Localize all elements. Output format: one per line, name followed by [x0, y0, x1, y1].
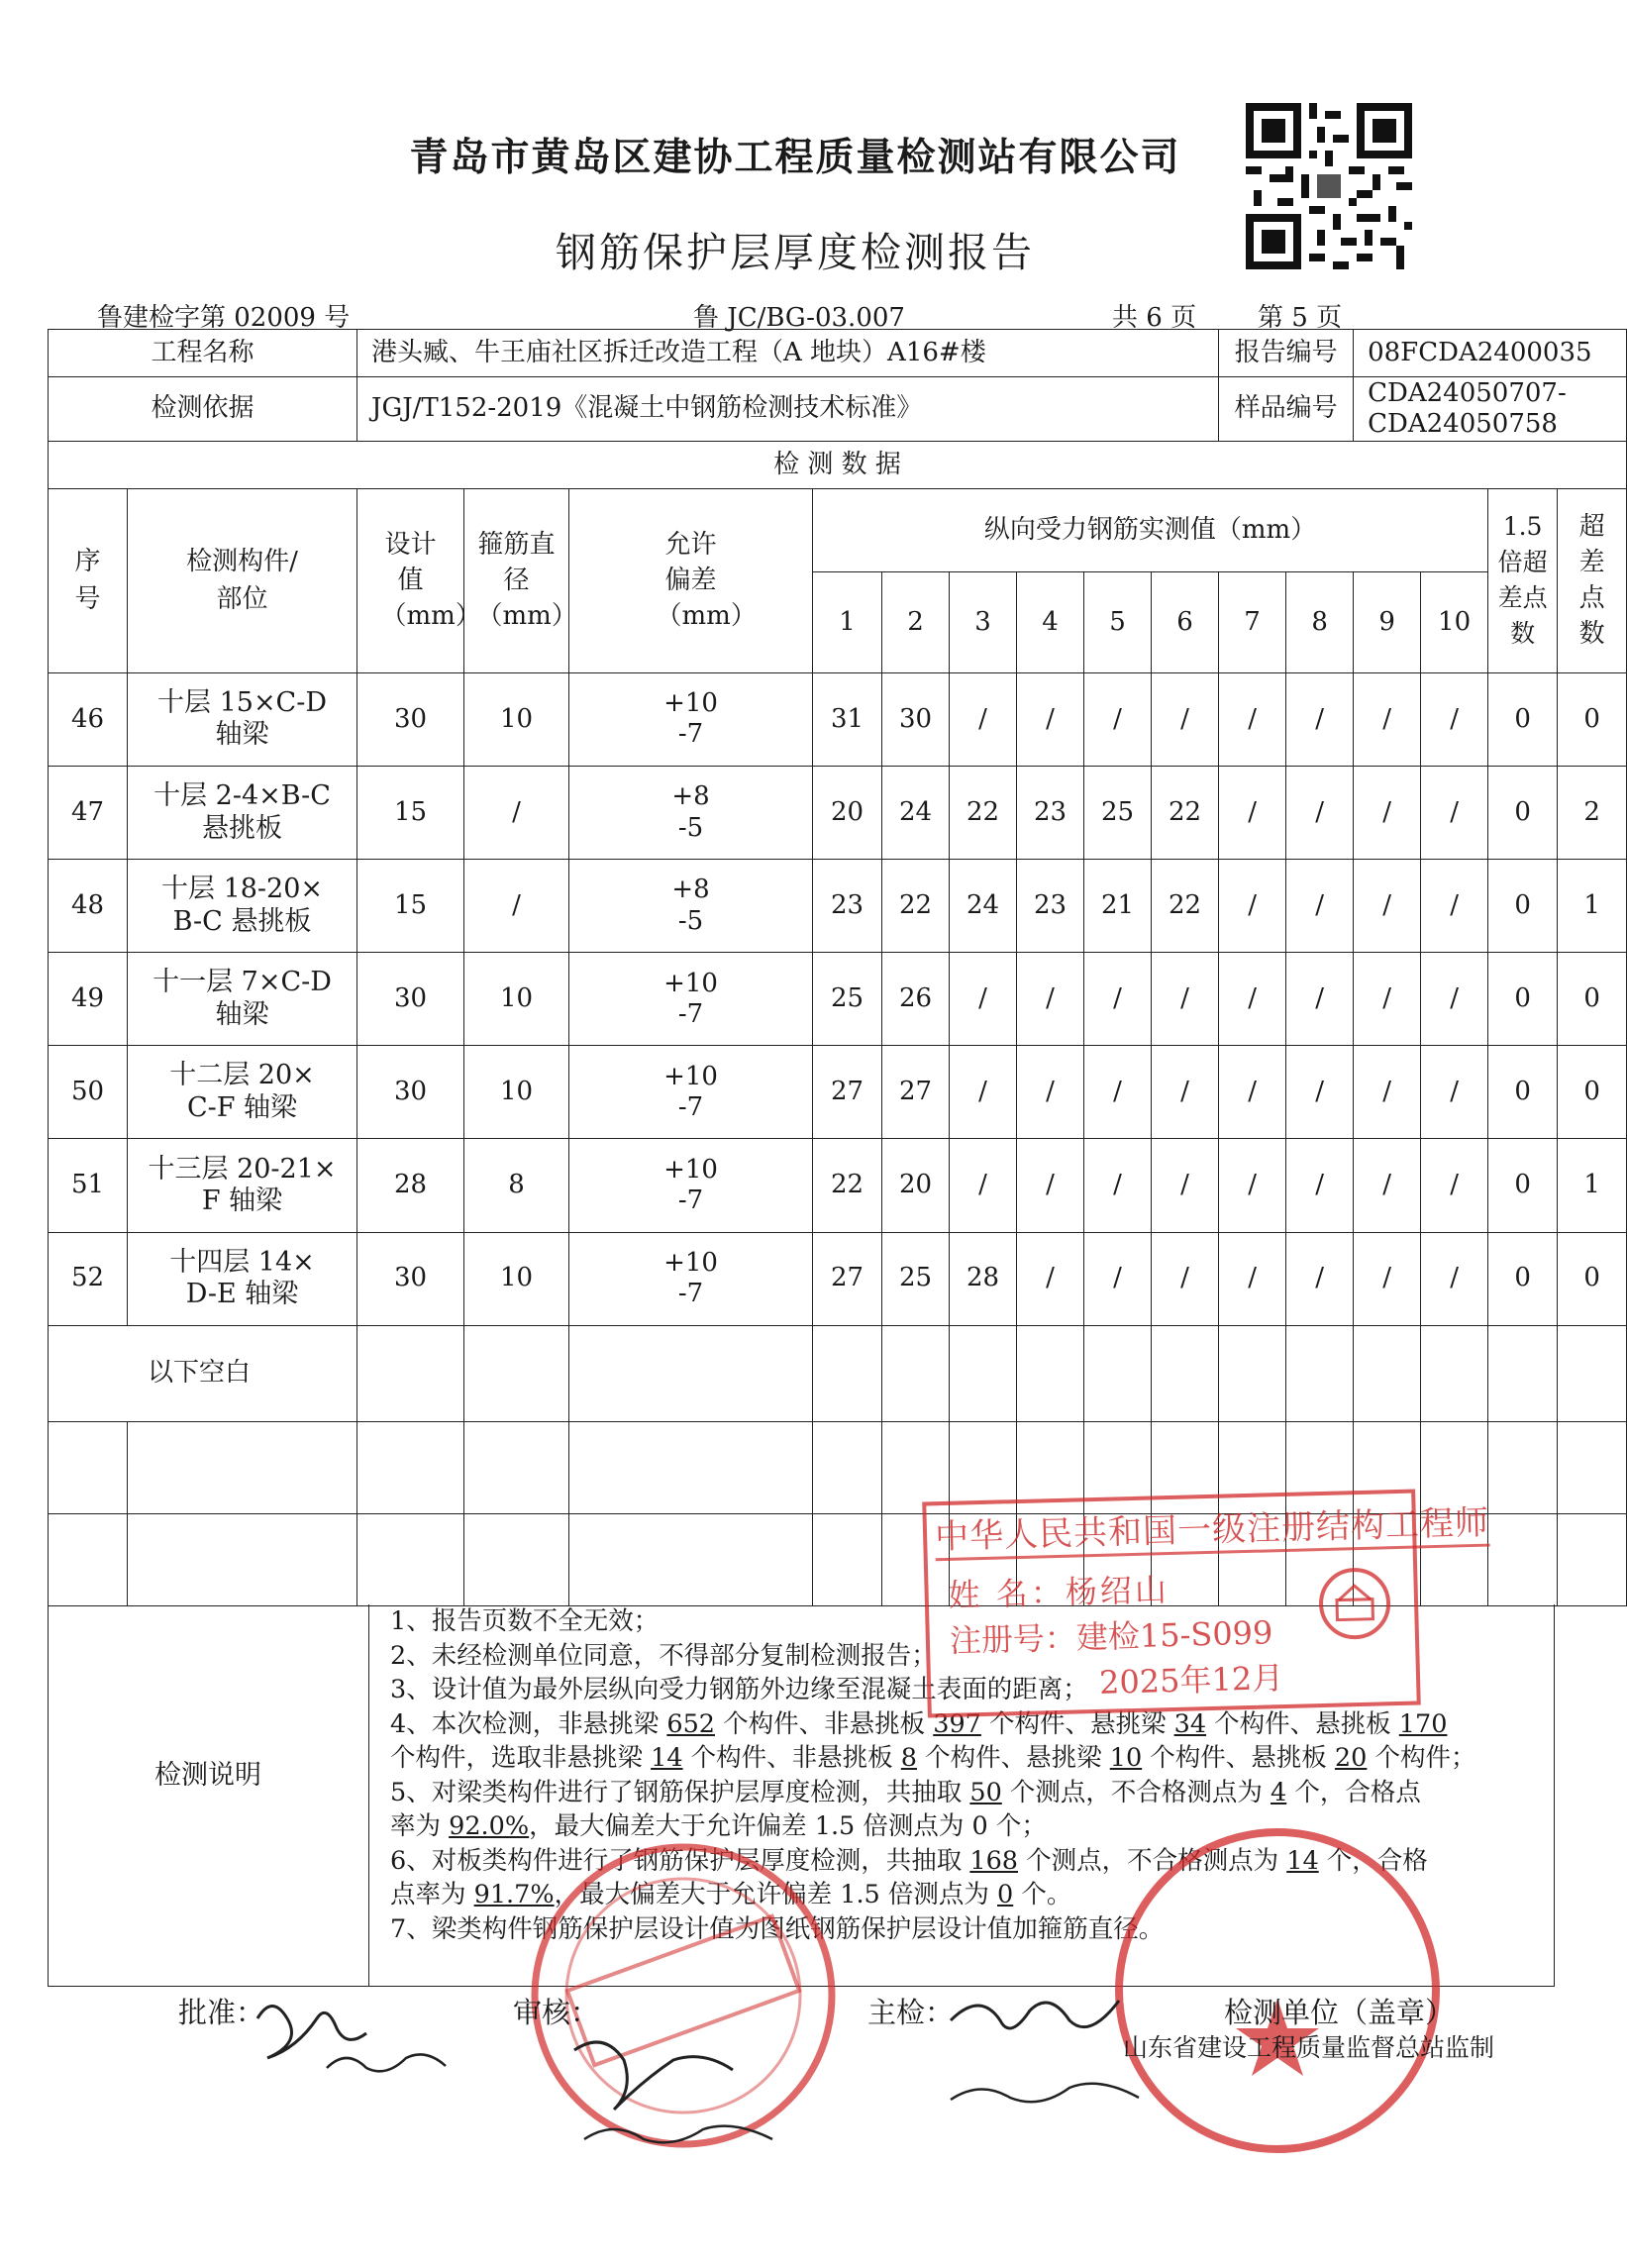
row-seq: 48	[49, 860, 128, 953]
data-table	[48, 329, 1627, 1606]
note-3: 3、设计值为最外层纵向受力钢筋外边缘至混凝土表面的距离；	[390, 1675, 1088, 1704]
tol-minus: -7	[677, 998, 704, 1029]
row-tolerance	[569, 1232, 813, 1325]
measured-value-7: /	[1219, 953, 1286, 1046]
row-design: 30	[357, 1232, 464, 1325]
note-4-line1: 4、本次检测，非悬挑梁 652 个构件、非悬挑板 397 个构件、悬挑梁 34 个构件、悬挑板 170	[390, 1708, 1448, 1739]
measured-value-1: 23	[813, 860, 882, 953]
measured-value-2: 27	[882, 1046, 950, 1139]
chief-signature-icon	[941, 1981, 1178, 2129]
section-title: 检 测 数 据	[49, 442, 1627, 489]
row-over15: 0	[1488, 860, 1558, 953]
row-over15: 0	[1488, 766, 1558, 859]
tol-plus: +10	[663, 1154, 718, 1185]
col-over15: 1.5倍超差点数	[1488, 488, 1558, 672]
member-line-2: 轴梁	[215, 998, 269, 1030]
measured-value-6: /	[1152, 953, 1219, 1046]
measured-value-6: /	[1152, 1139, 1219, 1232]
tol-minus: -7	[677, 1091, 704, 1122]
member-line-1: 十三层 20-21×	[148, 1153, 337, 1185]
measured-value-2: 26	[882, 953, 950, 1046]
measured-value-7: /	[1219, 672, 1286, 766]
measured-value-4: /	[1017, 672, 1084, 766]
col-over: 超差点数	[1558, 488, 1627, 672]
row-design: 15	[357, 860, 464, 953]
project-label: 工程名称	[49, 330, 357, 377]
measured-value-6: 22	[1152, 860, 1219, 953]
measured-value-10: /	[1421, 1139, 1488, 1232]
note-6-line2: 点率为 91.7%，最大偏差大于允许偏差 1.5 倍测点为 0 个。	[390, 1880, 1072, 1909]
note-1: 1、报告页数不全无效；	[390, 1606, 660, 1636]
unit-label: 检测单位（盖章）	[1224, 1996, 1455, 2029]
row-seq: 51	[49, 1139, 128, 1232]
measured-value-7: /	[1219, 1139, 1286, 1232]
row-member	[128, 1046, 357, 1139]
measured-value-9: /	[1354, 860, 1421, 953]
col-member: 检测构件/部位	[128, 488, 357, 672]
row-over15: 0	[1488, 953, 1558, 1046]
row-over: 1	[1558, 1139, 1627, 1232]
member-line-1: 十四层 14×	[169, 1246, 315, 1278]
note-4-line2: 个构件，选取非悬挑梁 14 个构件、非悬挑板 8 个构件、悬挑梁 10 个构件、悬挑板 20 个构件；	[390, 1743, 1476, 1773]
row-member	[128, 672, 357, 766]
notes-label: 检测说明	[154, 1760, 261, 1791]
supervision-note: 山东省建设工程质量监督总站监制	[1123, 2033, 1495, 2062]
tol-minus: -7	[677, 1185, 704, 1215]
col-stirrup: 箍筋直径（mm）	[464, 488, 569, 672]
measured-value-9: /	[1354, 953, 1421, 1046]
note-2: 2、未经检测单位同意，不得部分复制检测报告；	[390, 1640, 937, 1671]
row-stirrup: /	[464, 766, 569, 859]
member-line-2: C-F 轴梁	[186, 1091, 298, 1123]
table-row	[49, 672, 1627, 766]
table-row	[49, 1139, 1627, 1232]
member-line-2: 轴梁	[215, 719, 269, 751]
measure-index-7: 7	[1219, 572, 1286, 672]
measure-index-10: 10	[1421, 572, 1488, 672]
measured-value-5: /	[1084, 672, 1152, 766]
row-over: 1	[1558, 860, 1627, 953]
member-line-1: 十二层 20×	[169, 1060, 315, 1091]
measured-value-3: 28	[950, 1232, 1017, 1325]
row-tolerance	[569, 860, 813, 953]
col-tolerance: 允许偏差（mm）	[569, 488, 813, 672]
measured-value-5: 25	[1084, 766, 1152, 859]
measured-value-7: /	[1219, 860, 1286, 953]
measured-value-10: /	[1421, 860, 1488, 953]
measure-index-3: 3	[950, 572, 1017, 672]
measured-value-1: 20	[813, 766, 882, 859]
report-no-label: 报告编号	[1219, 330, 1354, 377]
row-tolerance	[569, 953, 813, 1046]
report-no-value: 08FCDA2400035	[1354, 330, 1627, 377]
measure-index-8: 8	[1286, 572, 1354, 672]
measured-value-3: 24	[950, 860, 1017, 953]
tol-plus: +10	[663, 688, 718, 719]
chief-label: 主检：	[867, 1996, 955, 2029]
col-design: 设计值（mm）	[357, 488, 464, 672]
measured-value-4: 23	[1017, 766, 1084, 859]
row-over: 0	[1558, 672, 1627, 766]
member-line-2: 悬挑板	[202, 812, 282, 844]
measured-value-10: /	[1421, 1232, 1488, 1325]
measured-value-1: 31	[813, 672, 882, 766]
basis-label: 检测依据	[49, 376, 357, 442]
total-pages: 共 6 页	[1112, 303, 1197, 333]
measured-value-4: /	[1017, 953, 1084, 1046]
seal-reg-no: 注册号：建检15-S099	[949, 1613, 1273, 1660]
tol-plus: +8	[671, 781, 710, 812]
tol-plus: +10	[663, 1061, 718, 1091]
tol-plus: +10	[663, 1247, 718, 1278]
approver-signature-icon	[248, 1989, 475, 2088]
row-over: 2	[1558, 766, 1627, 859]
row-stirrup: 10	[464, 953, 569, 1046]
measured-value-2: 24	[882, 766, 950, 859]
member-line-1: 十一层 7×C-D	[153, 967, 332, 998]
measured-value-3: /	[950, 672, 1017, 766]
member-line-2: B-C 悬挑板	[172, 905, 312, 937]
measured-value-7: /	[1219, 1232, 1286, 1325]
row-seq: 50	[49, 1046, 128, 1139]
report-title: 钢筋保护层厚度检测报告	[556, 229, 1035, 276]
measured-value-9: /	[1354, 1232, 1421, 1325]
measured-value-2: 22	[882, 860, 950, 953]
row-tolerance	[569, 1139, 813, 1232]
row-design: 30	[357, 953, 464, 1046]
member-line-1: 十层 18-20×	[160, 874, 324, 905]
measured-value-1: 27	[813, 1232, 882, 1325]
measured-value-8: /	[1286, 860, 1354, 953]
measured-value-3: /	[950, 953, 1017, 1046]
tol-plus: +10	[663, 968, 718, 998]
measured-value-6: /	[1152, 672, 1219, 766]
row-over15: 0	[1488, 1139, 1558, 1232]
seal-title: 中华人民共和国一级注册结构工程师	[934, 1495, 1489, 1562]
measured-value-6: /	[1152, 1046, 1219, 1139]
row-stirrup: 10	[464, 1232, 569, 1325]
measured-value-8: /	[1286, 766, 1354, 859]
note-5-line2: 率为 92.0%，最大偏差大于允许偏差 1.5 倍测点为 0 个；	[390, 1811, 1047, 1841]
measured-value-8: /	[1286, 1139, 1354, 1232]
row-seq: 52	[49, 1232, 128, 1325]
measured-value-10: /	[1421, 672, 1488, 766]
measured-value-8: /	[1286, 953, 1354, 1046]
cert-number: 鲁建检字第 02009 号	[97, 303, 351, 333]
measured-value-4: /	[1017, 1232, 1084, 1325]
measured-value-10: /	[1421, 766, 1488, 859]
measured-value-6: 22	[1152, 766, 1219, 859]
tol-minus: -7	[677, 719, 704, 750]
row-tolerance	[569, 1046, 813, 1139]
row-over: 0	[1558, 1046, 1627, 1139]
col-seq: 序号	[49, 488, 128, 672]
measured-value-4: 23	[1017, 860, 1084, 953]
row-stirrup: 8	[464, 1139, 569, 1232]
measured-value-1: 22	[813, 1139, 882, 1232]
page-number: 第 5 页	[1258, 303, 1343, 333]
measured-value-1: 25	[813, 953, 882, 1046]
qr-code-icon	[1246, 103, 1412, 269]
row-over15: 0	[1488, 1046, 1558, 1139]
measured-value-2: 25	[882, 1232, 950, 1325]
measured-value-4: /	[1017, 1139, 1084, 1232]
measured-value-5: /	[1084, 1232, 1152, 1325]
measured-value-8: /	[1286, 1232, 1354, 1325]
note-6-line1: 6、对板类构件进行了钢筋保护层厚度检测，共抽取 168 个测点，不合格测点为 14 个，合格	[390, 1845, 1428, 1876]
table-row	[49, 1232, 1627, 1325]
row-design: 28	[357, 1139, 464, 1232]
seal-date: 2025年12月	[1098, 1659, 1284, 1701]
measured-value-9: /	[1354, 1046, 1421, 1139]
measured-value-6: /	[1152, 1232, 1219, 1325]
note-5-line1: 5、对梁类构件进行了钢筋保护层厚度检测，共抽取 50 个测点，不合格测点为 4 个，合格点	[390, 1777, 1421, 1807]
row-tolerance	[569, 672, 813, 766]
row-seq: 46	[49, 672, 128, 766]
measure-index-1: 1	[813, 572, 882, 672]
measured-value-9: /	[1354, 1139, 1421, 1232]
measured-value-2: 20	[882, 1139, 950, 1232]
table-row	[49, 766, 1627, 859]
row-stirrup: /	[464, 860, 569, 953]
row-over: 0	[1558, 1232, 1627, 1325]
measured-value-3: 22	[950, 766, 1017, 859]
reviewer-signature-icon	[555, 2020, 812, 2159]
sample-no-value: CDA24050707- CDA24050758	[1354, 376, 1627, 442]
row-seq: 47	[49, 766, 128, 859]
row-over15: 0	[1488, 1232, 1558, 1325]
row-over15: 0	[1488, 672, 1558, 766]
project-value: 港头臧、牛王庙社区拆迁改造工程（A 地块）A16#楼	[357, 330, 1219, 377]
basis-value: JGJ/T152-2019《混凝土中钢筋检测技术标准》	[357, 376, 1219, 442]
tol-minus: -5	[677, 905, 704, 936]
note-7: 7、梁类构件钢筋保护层设计值为图纸钢筋保护层设计值加箍筋直径。	[390, 1913, 1165, 1944]
tol-minus: -7	[677, 1279, 704, 1309]
review-label: 审核：	[513, 1996, 600, 2029]
row-stirrup: 10	[464, 672, 569, 766]
member-line-2: D-E 轴梁	[185, 1279, 299, 1310]
row-design: 30	[357, 1046, 464, 1139]
measured-value-4: /	[1017, 1046, 1084, 1139]
measured-value-3: /	[950, 1139, 1017, 1232]
sample-no-label: 样品编号	[1219, 376, 1354, 442]
measure-index-9: 9	[1354, 572, 1421, 672]
row-design: 30	[357, 672, 464, 766]
measured-value-1: 27	[813, 1046, 882, 1139]
measured-value-3: /	[950, 1046, 1017, 1139]
tol-minus: -5	[677, 812, 704, 843]
measured-value-8: /	[1286, 1046, 1354, 1139]
measure-index-4: 4	[1017, 572, 1084, 672]
measure-index-6: 6	[1152, 572, 1219, 672]
row-tolerance	[569, 766, 813, 859]
row-member	[128, 860, 357, 953]
measured-value-9: /	[1354, 672, 1421, 766]
engineer-seal	[922, 1490, 1490, 1718]
national-emblem-icon	[1314, 1563, 1395, 1644]
measured-value-10: /	[1421, 1046, 1488, 1139]
tol-plus: +8	[671, 875, 710, 905]
row-member	[128, 953, 357, 1046]
measured-value-7: /	[1219, 1046, 1286, 1139]
measured-value-9: /	[1354, 766, 1421, 859]
row-stirrup: 10	[464, 1046, 569, 1139]
measured-value-5: 21	[1084, 860, 1152, 953]
measured-value-2: 30	[882, 672, 950, 766]
row-member	[128, 766, 357, 859]
row-design: 15	[357, 766, 464, 859]
row-member	[128, 1139, 357, 1232]
seal-name: 姓 名：杨绍山	[948, 1571, 1170, 1614]
form-number: 鲁 JC/BG-03.007	[693, 303, 905, 333]
row-member	[128, 1232, 357, 1325]
measured-value-5: /	[1084, 953, 1152, 1046]
member-line-1: 十层 2-4×B-C	[153, 780, 331, 812]
measured-value-8: /	[1286, 672, 1354, 766]
approve-label: 批准：	[178, 1996, 265, 2029]
measured-value-10: /	[1421, 953, 1488, 1046]
table-row	[49, 953, 1627, 1046]
table-row	[49, 1046, 1627, 1139]
notes-divider	[368, 1604, 369, 1987]
company-name: 青岛市黄岛区建协工程质量检测站有限公司	[409, 135, 1181, 180]
member-line-2: F 轴梁	[201, 1185, 283, 1216]
blank-note: 以下空白	[49, 1325, 357, 1421]
measured-value-5: /	[1084, 1139, 1152, 1232]
measure-index-2: 2	[882, 572, 950, 672]
measured-value-7: /	[1219, 766, 1286, 859]
measure-index-5: 5	[1084, 572, 1152, 672]
table-row	[49, 860, 1627, 953]
row-over: 0	[1558, 953, 1627, 1046]
member-line-1: 十层 15×C-D	[157, 687, 327, 718]
measured-value-5: /	[1084, 1046, 1152, 1139]
col-measured: 纵向受力钢筋实测值（mm）	[813, 488, 1488, 572]
row-seq: 49	[49, 953, 128, 1046]
